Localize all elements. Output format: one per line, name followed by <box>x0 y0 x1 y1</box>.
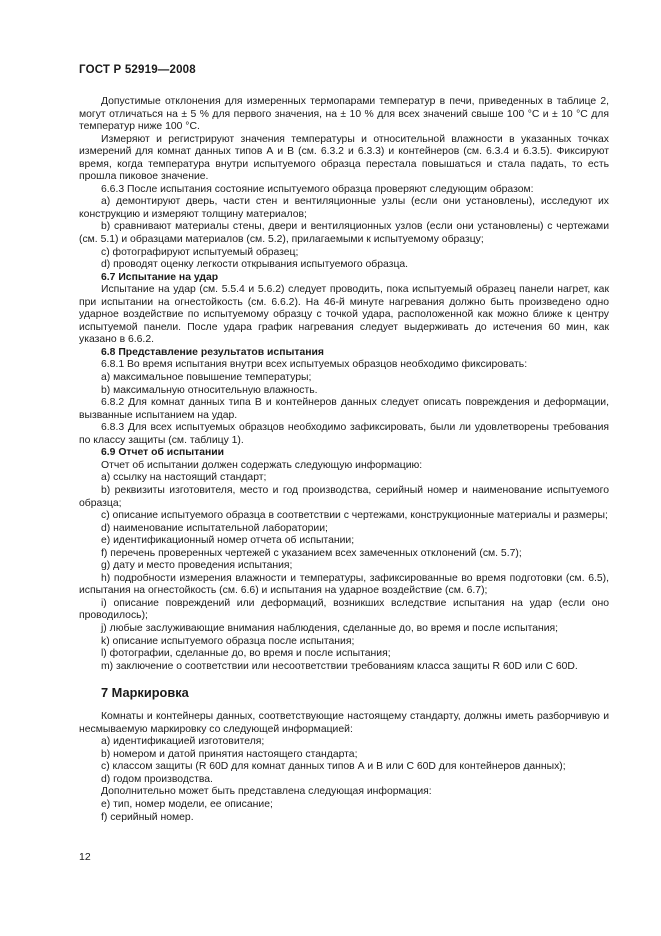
paragraph: g) дату и место проведения испытания; <box>101 560 293 572</box>
paragraph: Испытание на удар (см. 5.5.4 и 5.6.2) следует проводить, пока испытуемый образец панели нагрет, как при испытании на огнестойкость (см. 6.6.2). На 46-й минуте нагревания должно быть произведено одно ударное воздействие по испытуемому образцу с точкой удара, расположенной как можно ближе к центру испытуемой панели. После удара график нагревания следует выдерживать до истечения 60 мин, как указано в 6.6.2. <box>79 284 609 346</box>
section-heading: 7 Маркировка <box>101 685 189 701</box>
paragraph: h) подробности измерения влажности и температуры, зафиксированные во время подготовки (см. 6.5), испытания на огнестойкость (см. 6.6) и испытания на ударное воздействие (см. 6.7); <box>79 572 609 597</box>
paragraph: a) демонтируют дверь, части стен и вентиляционные узлы (если они установлены), исследуют их конструкцию и измеряют толщину материалов; <box>79 196 609 220</box>
paragraph: k) описание испытуемого образца после испытания; <box>101 635 355 647</box>
paragraph: Дополнительно может быть представлена следующая информация: <box>101 786 432 798</box>
paragraph: f) серийный номер. <box>101 811 194 823</box>
document-header: ГОСТ Р 52919—2008 <box>79 64 196 76</box>
paragraph: Допустимые отклонения для измеренных термопарами температур в печи, приведенных в таблице 2, могут отличаться на ± 5 % для первого значения, на ± 10 % для всех значений свыше 100 °С и ± 10 °С для температур ниже 100 °С. <box>79 96 609 133</box>
paragraph: 6.8.2 Для комнат данных типа В и контейнеров данных следует описать повреждения и деформации, вызванные испытанием на удар. <box>79 397 609 421</box>
paragraph: 6.8.3 Для всех испытуемых образцов необходимо зафиксировать, были ли удовлетворены требования по классу защиты (см. таблицу 1). <box>79 422 609 446</box>
section-heading: 6.8 Представление результатов испытания <box>101 346 324 358</box>
paragraph: c) фотографируют испытуемый образец; <box>101 246 299 258</box>
paragraph: Отчет об испытании должен содержать следующую информацию: <box>101 459 423 471</box>
section-heading: 6.7 Испытание на удар <box>101 271 219 283</box>
paragraph: l) фотографии, сделанные до, во время и после испытания; <box>101 648 391 660</box>
paragraph: i) описание повреждений или деформаций, возникших вследствие испытания на удар (если оно проводилось); <box>79 597 609 622</box>
paragraph: a) ссылку на настоящий стандарт; <box>101 472 267 484</box>
paragraph: m) заключение о соответствии или несоответствии требованиям класса защиты R 60D или C 60D. <box>101 660 578 672</box>
paragraph: c) описание испытуемого образца в соответствии с чертежами, конструкционные материалы и размеры; <box>101 510 608 522</box>
page-number: 12 <box>79 851 91 863</box>
paragraph: a) максимальное повышение температуры; <box>101 372 312 384</box>
section-heading: 6.9 Отчет об испытании <box>101 447 225 459</box>
paragraph: d) наименование испытательной лаборатории; <box>101 522 328 534</box>
paragraph: e) тип, номер модели, ее описание; <box>101 798 273 810</box>
paragraph: 6.6.3 После испытания состояние испытуемого образца проверяют следующим образом: <box>101 183 534 195</box>
paragraph: Комнаты и контейнеры данных, соответствующие настоящему стандарту, должны иметь разборчивую и несмываемую маркировку со следующей информацией: <box>79 711 609 735</box>
paragraph: a) идентификацией изготовителя; <box>101 736 265 748</box>
paragraph: b) сравнивают материалы стены, двери и вентиляционных узлов (если они установлены) с чертежами (см. 5.1) и образцами материалов (см. 5.2), прилагаемыми к испытуемому образцу; <box>79 221 609 246</box>
paragraph: c) классом защиты (R 60D для комнат данных типов А и В или С 60D для контейнеров данных); <box>101 761 566 773</box>
paragraph: j) любые заслуживающие внимания наблюдения, сделанные до, во время и после испытания; <box>101 622 559 634</box>
paragraph: Измеряют и регистрируют значения температуры и относительной влажности в указанных точках измерений для комнат данных типов А и В (см. 6.3.2 и 6.3.3) и контейнеров (см. 6.3.4 и 6.3.5). Фиксируют время, когда температура внутри испытуемого образца перестала повышаться и стала падать, то есть прошла пиковое значение. <box>79 133 609 183</box>
paragraph: b) номером и датой принятия настоящего стандарта; <box>101 748 358 760</box>
paragraph: e) идентификационный номер отчета об испытании; <box>101 535 355 547</box>
paragraph: d) годом производства. <box>101 773 213 785</box>
paragraph: d) проводят оценку легкости открывания испытуемого образца. <box>101 259 409 271</box>
paragraph: b) реквизиты изготовителя, место и год производства, серийный номер и наименование испытуемого образца; <box>79 484 609 509</box>
document-body <box>79 96 609 824</box>
paragraph: b) максимальную относительную влажность. <box>101 384 318 396</box>
paragraph: 6.8.1 Во время испытания внутри всех испытуемых образцов необходимо фиксировать: <box>101 359 528 371</box>
paragraph: f) перечень проверенных чертежей с указанием всех замеченных отклонений (см. 5.7); <box>101 547 522 559</box>
